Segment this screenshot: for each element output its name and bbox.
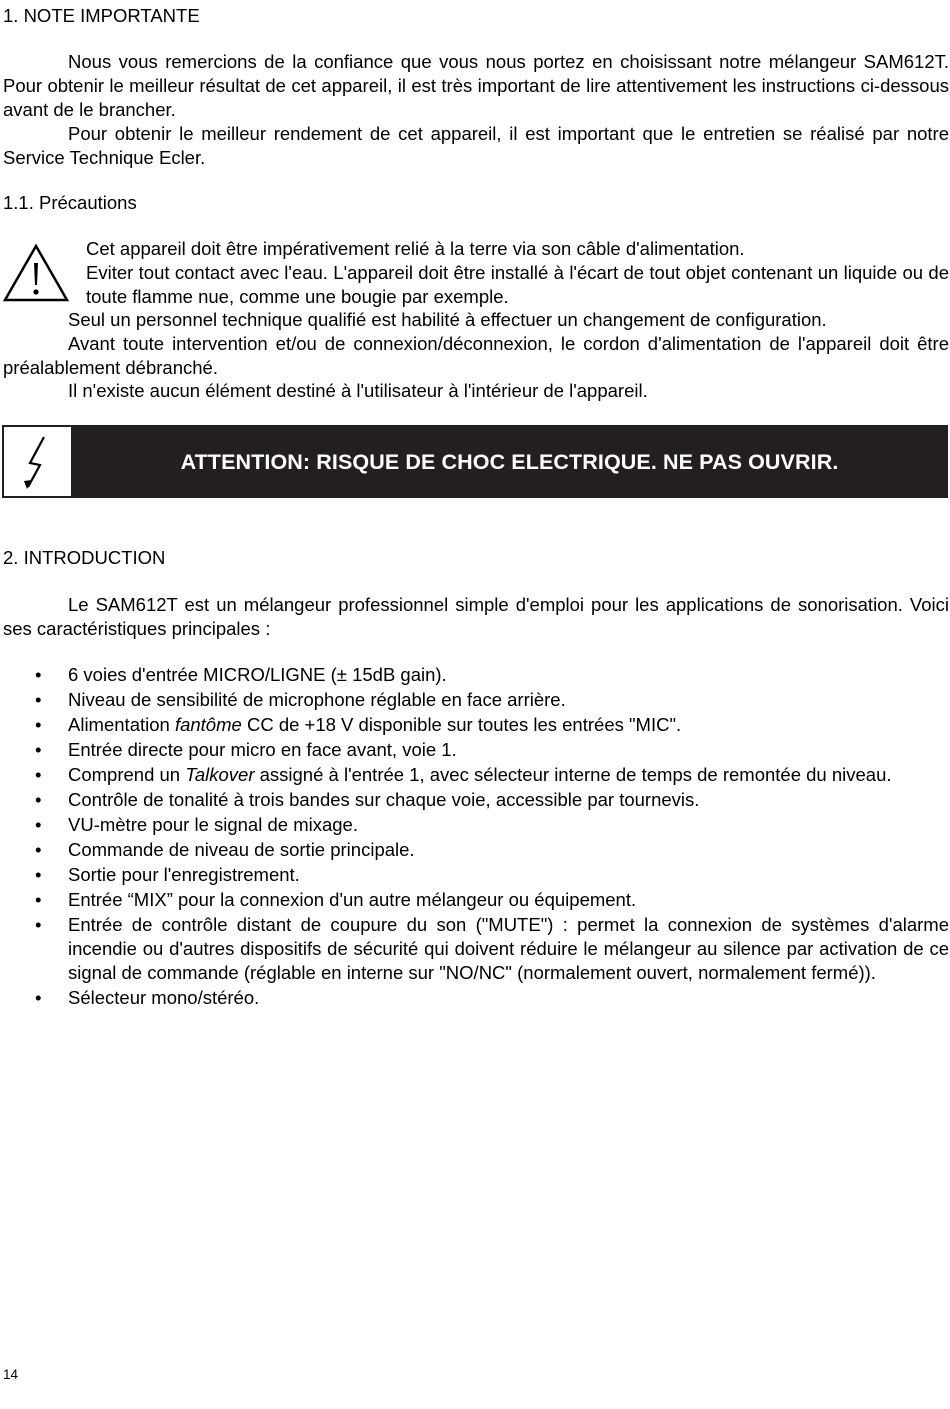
list-item: • Entrée “MIX” pour la connexion d'un autre mélangeur ou équipement.: [35, 889, 637, 910]
bullet-icon: •: [35, 689, 42, 710]
introduction-paragraph: Le SAM612T est un mélangeur professionnel simple d'emploi pour les applications de sonorisation. Voici ses caractéristiques principales :: [3, 594, 949, 639]
bullet-icon: •: [35, 664, 42, 685]
precaution-qualified-staff: Seul un personnel technique qualifié est habilité à effectuer un changement de configuration.: [68, 309, 827, 330]
feature-list: [0, 663, 949, 1011]
list-item: • Sélecteur mono/stéréo.: [35, 987, 260, 1008]
list-item: • 6 voies d'entrée MICRO/LIGNE (± 15dB gain).: [35, 664, 447, 685]
list-item: • Niveau de sensibilité de microphone réglable en face arrière.: [35, 689, 566, 710]
section-2-title: 2. INTRODUCTION: [3, 547, 166, 568]
bullet-icon: •: [35, 914, 42, 935]
bullet-icon: •: [35, 864, 42, 885]
bullet-icon: •: [35, 839, 42, 860]
electric-shock-warning-text: ATTENTION: RISQUE DE CHOC ELECTRIQUE. NE PAS OUVRIR.: [180, 449, 839, 474]
bullet-icon: •: [35, 889, 42, 910]
bullet-icon: •: [35, 764, 42, 785]
lightning-bolt-icon: [3, 426, 72, 497]
precaution-disconnect: Avant toute intervention et/ou de connexion/déconnexion, le cordon d'alimentation de l'appareil doit être préalablement débranché.: [3, 333, 949, 378]
precautions-title: 1.1. Précautions: [3, 192, 137, 213]
bullet-icon: •: [35, 789, 42, 810]
list-item: • Contrôle de tonalité à trois bandes sur chaque voie, accessible par tournevis.: [35, 789, 700, 810]
list-item: • Entrée directe pour micro en face avant, voie 1.: [35, 739, 457, 760]
precaution-no-user-parts: Il n'existe aucun élément destiné à l'utilisateur à l'intérieur de l'appareil.: [68, 380, 648, 401]
precaution-water: Eviter tout contact avec l'eau. L'appareil doit être installé à l'écart de tout objet contenant un liquide ou de toute flamme nue, comme une bougie par exemple.: [86, 262, 949, 307]
page-number: 14: [3, 1367, 19, 1382]
precautions-icon-lines: [86, 237, 949, 309]
electric-shock-warning-banner: [2, 425, 948, 498]
list-item: • VU-mètre pour le signal de mixage.: [35, 814, 358, 835]
list-item: • Comprend un Talkover assigné à l'entrée 1, avec sélecteur interne de temps de remontée du niveau.: [35, 764, 892, 785]
section-1-paragraph-2: Pour obtenir le meilleur rendement de cet appareil, il est important que le entretien se réalisé par notre Service Technique Ecler.: [3, 123, 949, 168]
list-item: • Alimentation fantôme CC de +18 V disponible sur toutes les entrées "MIC".: [35, 714, 682, 735]
section-1-title: 1. NOTE IMPORTANTE: [3, 5, 200, 26]
list-item: • Commande de niveau de sortie principale.: [35, 839, 415, 860]
section-1-paragraph-1: Nous vous remercions de la confiance que vous nous portez en choisissant notre mélangeur SAM612T. Pour obtenir le meilleur résultat de cet appareil, il est très important de lire attentivement les instructions ci-dessous avant de le brancher.: [3, 51, 949, 120]
bullet-icon: •: [35, 739, 42, 760]
bullet-icon: •: [35, 987, 42, 1008]
list-item: • Sortie pour l'enregistrement.: [35, 864, 300, 885]
bullet-icon: •: [35, 714, 42, 735]
warning-triangle-icon: [3, 243, 69, 303]
list-item: • Entrée de contrôle distant de coupure du son ("MUTE") : permet la connexion de systèmes d'alarme incendie ou d'autres dispositifs de sécurité qui doivent réduire le mélangeur au silence par activation de ce signal de commande (réglable en interne sur "NO/NC" (normalement ouvert, normalement fermé)).: [35, 914, 949, 983]
precaution-earth: Cet appareil doit être impérativement relié à la terre via son câble d'alimentation.: [86, 238, 745, 259]
bullet-icon: •: [35, 814, 42, 835]
